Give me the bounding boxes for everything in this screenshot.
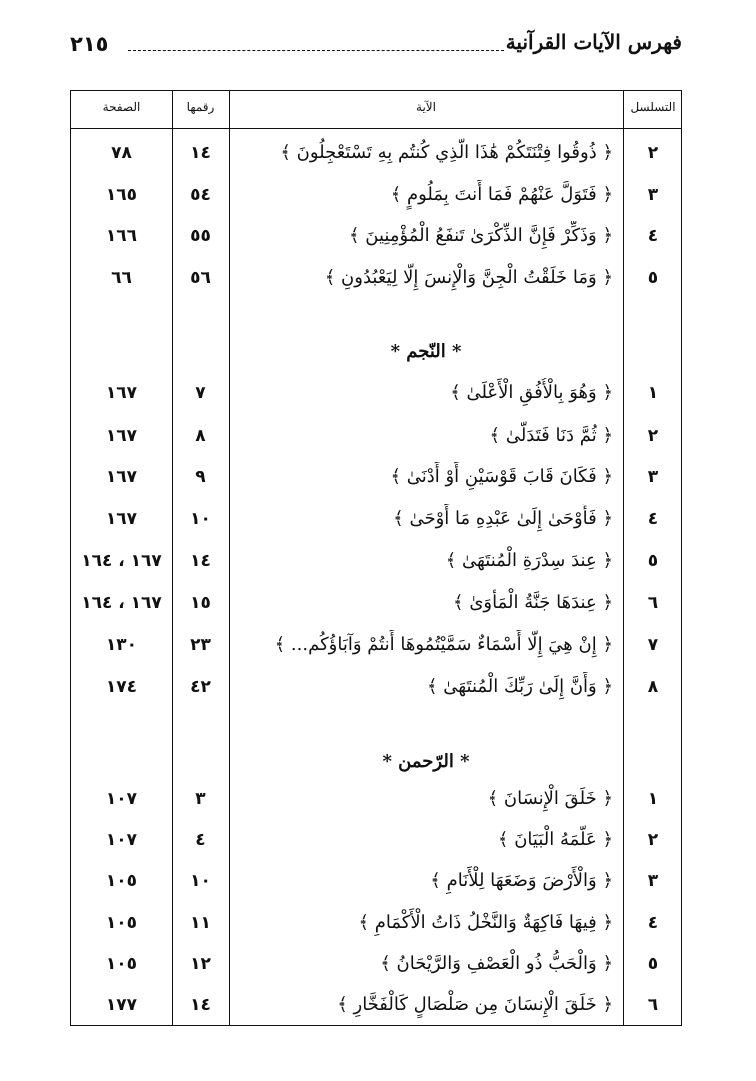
page-cell: ١٣٠ bbox=[105, 635, 138, 655]
page-cell: ١٧٧ bbox=[105, 995, 138, 1015]
page-cell: ١٠٥ bbox=[105, 954, 138, 974]
verse-number-cell: ١٢ bbox=[190, 954, 211, 974]
verse-cell: ﴿ خَلَقَ الْإِنسَانَ مِن صَلْصَالٍ كَالْفَخَّارِ ﴾ bbox=[337, 994, 613, 1015]
verse-cell: ﴿ فِيهَا فَاكِهَةٌ وَالنَّخْلُ ذَاتُ الْأَكْمَامِ ﴾ bbox=[358, 912, 613, 933]
verse-number-cell: ٢٣ bbox=[190, 635, 211, 655]
page-header bbox=[70, 30, 682, 64]
verse-number-cell: ٨ bbox=[195, 426, 206, 446]
surah-heading: * النّجم * bbox=[390, 341, 462, 362]
page-cell: ١٦٧ ، ١٦٤ bbox=[81, 593, 162, 613]
page-cell: ١٦٧ bbox=[105, 509, 138, 529]
page-cell: ١٦٧ bbox=[105, 426, 138, 446]
verse-cell: ﴿ عِندَهَا جَنَّةُ الْمَأْوَىٰ ﴾ bbox=[453, 592, 613, 613]
verse-cell: ﴿ فَأَوْحَىٰ إِلَىٰ عَبْدِهِ مَا أَوْحَىٰ ﴾ bbox=[393, 508, 613, 529]
verse-number-cell: ٣ bbox=[195, 789, 206, 809]
serial-cell: ٤ bbox=[647, 509, 659, 529]
page-number: ٢١٥ bbox=[70, 32, 109, 56]
serial-cell: ٨ bbox=[647, 677, 659, 697]
verse-number-cell: ١٤ bbox=[190, 995, 211, 1015]
verse-cell: ﴿ وَأَنَّ إِلَىٰ رَبِّكَ الْمُنتَهَىٰ ﴾ bbox=[426, 676, 613, 697]
verse-number-cell: ٤ bbox=[195, 830, 206, 850]
verse-number-cell: ١٠ bbox=[190, 871, 211, 891]
verse-cell: ﴿ وَهُوَ بِالْأُفُقِ الْأَعْلَىٰ ﴾ bbox=[450, 382, 613, 403]
verse-number-cell: ١٤ bbox=[190, 143, 211, 163]
verse-number-cell: ١٥ bbox=[190, 593, 211, 613]
page-cell: ١٦٧ ، ١٦٤ bbox=[81, 551, 162, 571]
serial-cell: ٣ bbox=[647, 871, 659, 891]
verse-number-cell: ١١ bbox=[190, 913, 211, 933]
page-cell: ١٦٧ bbox=[105, 383, 138, 403]
header-rule bbox=[128, 50, 504, 51]
column-header-number: رقمها bbox=[186, 100, 215, 114]
verse-cell: ﴿ وَمَا خَلَقْتُ الْجِنَّ وَالْإِنسَ إِلَّا لِيَعْبُدُونِ ﴾ bbox=[324, 267, 613, 288]
verse-number-cell: ٤٢ bbox=[190, 677, 211, 697]
page-cell: ١٠٥ bbox=[105, 913, 138, 933]
column-header-serial: التسلسل bbox=[630, 100, 676, 114]
verse-number-cell: ١٠ bbox=[190, 509, 211, 529]
header-row-divider bbox=[71, 128, 681, 129]
serial-cell: ٦ bbox=[647, 995, 659, 1015]
column-header-verse: الآية bbox=[416, 100, 436, 114]
serial-cell: ١ bbox=[647, 789, 659, 809]
verse-cell: ﴿ وَالْحَبُّ ذُو الْعَصْفِ وَالرَّيْحَانُ ﴾ bbox=[380, 953, 613, 974]
verse-cell: ﴿ فَكَانَ قَابَ قَوْسَيْنِ أَوْ أَدْنَىٰ ﴾ bbox=[390, 466, 613, 487]
page-cell: ١٦٦ bbox=[105, 226, 138, 246]
verse-cell: ﴿ وَالْأَرْضَ وَضَعَهَا لِلْأَنَامِ ﴾ bbox=[430, 870, 613, 891]
verse-cell: ﴿ خَلَقَ الْإِنسَانَ ﴾ bbox=[487, 788, 613, 809]
serial-cell: ٢ bbox=[647, 830, 659, 850]
running-title: فهرس الآيات القرآنية bbox=[505, 30, 682, 54]
serial-cell: ٢ bbox=[647, 426, 659, 446]
page-cell: ١٠٧ bbox=[105, 789, 138, 809]
serial-cell: ٢ bbox=[647, 143, 659, 163]
serial-cell: ٣ bbox=[647, 467, 659, 487]
verse-cell: ﴿ وَذَكِّرْ فَإِنَّ الذِّكْرَىٰ تَنفَعُ الْمُؤْمِنِينَ ﴾ bbox=[349, 225, 613, 246]
surah-heading: * الرّحمن * bbox=[382, 751, 470, 772]
serial-cell: ١ bbox=[647, 383, 659, 403]
verse-number-cell: ٩ bbox=[195, 467, 206, 487]
serial-cell: ٥ bbox=[647, 268, 659, 288]
verse-cell: ﴿ ثُمَّ دَنَا فَتَدَلَّىٰ ﴾ bbox=[489, 425, 613, 446]
serial-cell: ٤ bbox=[647, 226, 659, 246]
page-cell: ١٦٥ bbox=[105, 185, 138, 205]
verse-cell: ﴿ إِنْ هِيَ إِلَّا أَسْمَاءٌ سَمَّيْتُمُوهَا أَنتُمْ وَآبَاؤُكُم... ﴾ bbox=[274, 634, 613, 655]
serial-cell: ٥ bbox=[647, 551, 659, 571]
serial-cell: ٤ bbox=[647, 913, 659, 933]
page-cell: ٧٨ bbox=[111, 143, 132, 163]
page-cell: ١٧٤ bbox=[105, 677, 138, 697]
column-header-page: الصفحة bbox=[102, 100, 141, 114]
verse-number-cell: ١٤ bbox=[190, 551, 211, 571]
serial-cell: ٣ bbox=[647, 185, 659, 205]
verse-number-cell: ٧ bbox=[195, 383, 206, 403]
page-cell: ٦٦ bbox=[111, 268, 132, 288]
page-cell: ١٠٥ bbox=[105, 871, 138, 891]
serial-cell: ٦ bbox=[647, 593, 659, 613]
verse-number-cell: ٥٤ bbox=[190, 185, 211, 205]
verse-cell: ﴿ ذُوقُوا فِتْنَتَكُمْ هَٰذَا الَّذِي كُنتُم بِهِ تَسْتَعْجِلُونَ ﴾ bbox=[280, 142, 613, 163]
serial-cell: ٥ bbox=[647, 954, 659, 974]
page-cell: ١٦٧ bbox=[105, 467, 138, 487]
verse-cell: ﴿ عِندَ سِدْرَةِ الْمُنتَهَىٰ ﴾ bbox=[445, 550, 613, 571]
verse-cell: ﴿ عَلَّمَهُ الْبَيَانَ ﴾ bbox=[497, 829, 613, 850]
verse-index-table bbox=[70, 90, 682, 1026]
verse-cell: ﴿ فَتَوَلَّ عَنْهُمْ فَمَا أَنتَ بِمَلُومٍ ﴾ bbox=[390, 184, 613, 205]
verse-number-cell: ٥٥ bbox=[190, 226, 211, 246]
verse-number-cell: ٥٦ bbox=[190, 268, 211, 288]
page-cell: ١٠٧ bbox=[105, 830, 138, 850]
serial-cell: ٧ bbox=[647, 635, 659, 655]
